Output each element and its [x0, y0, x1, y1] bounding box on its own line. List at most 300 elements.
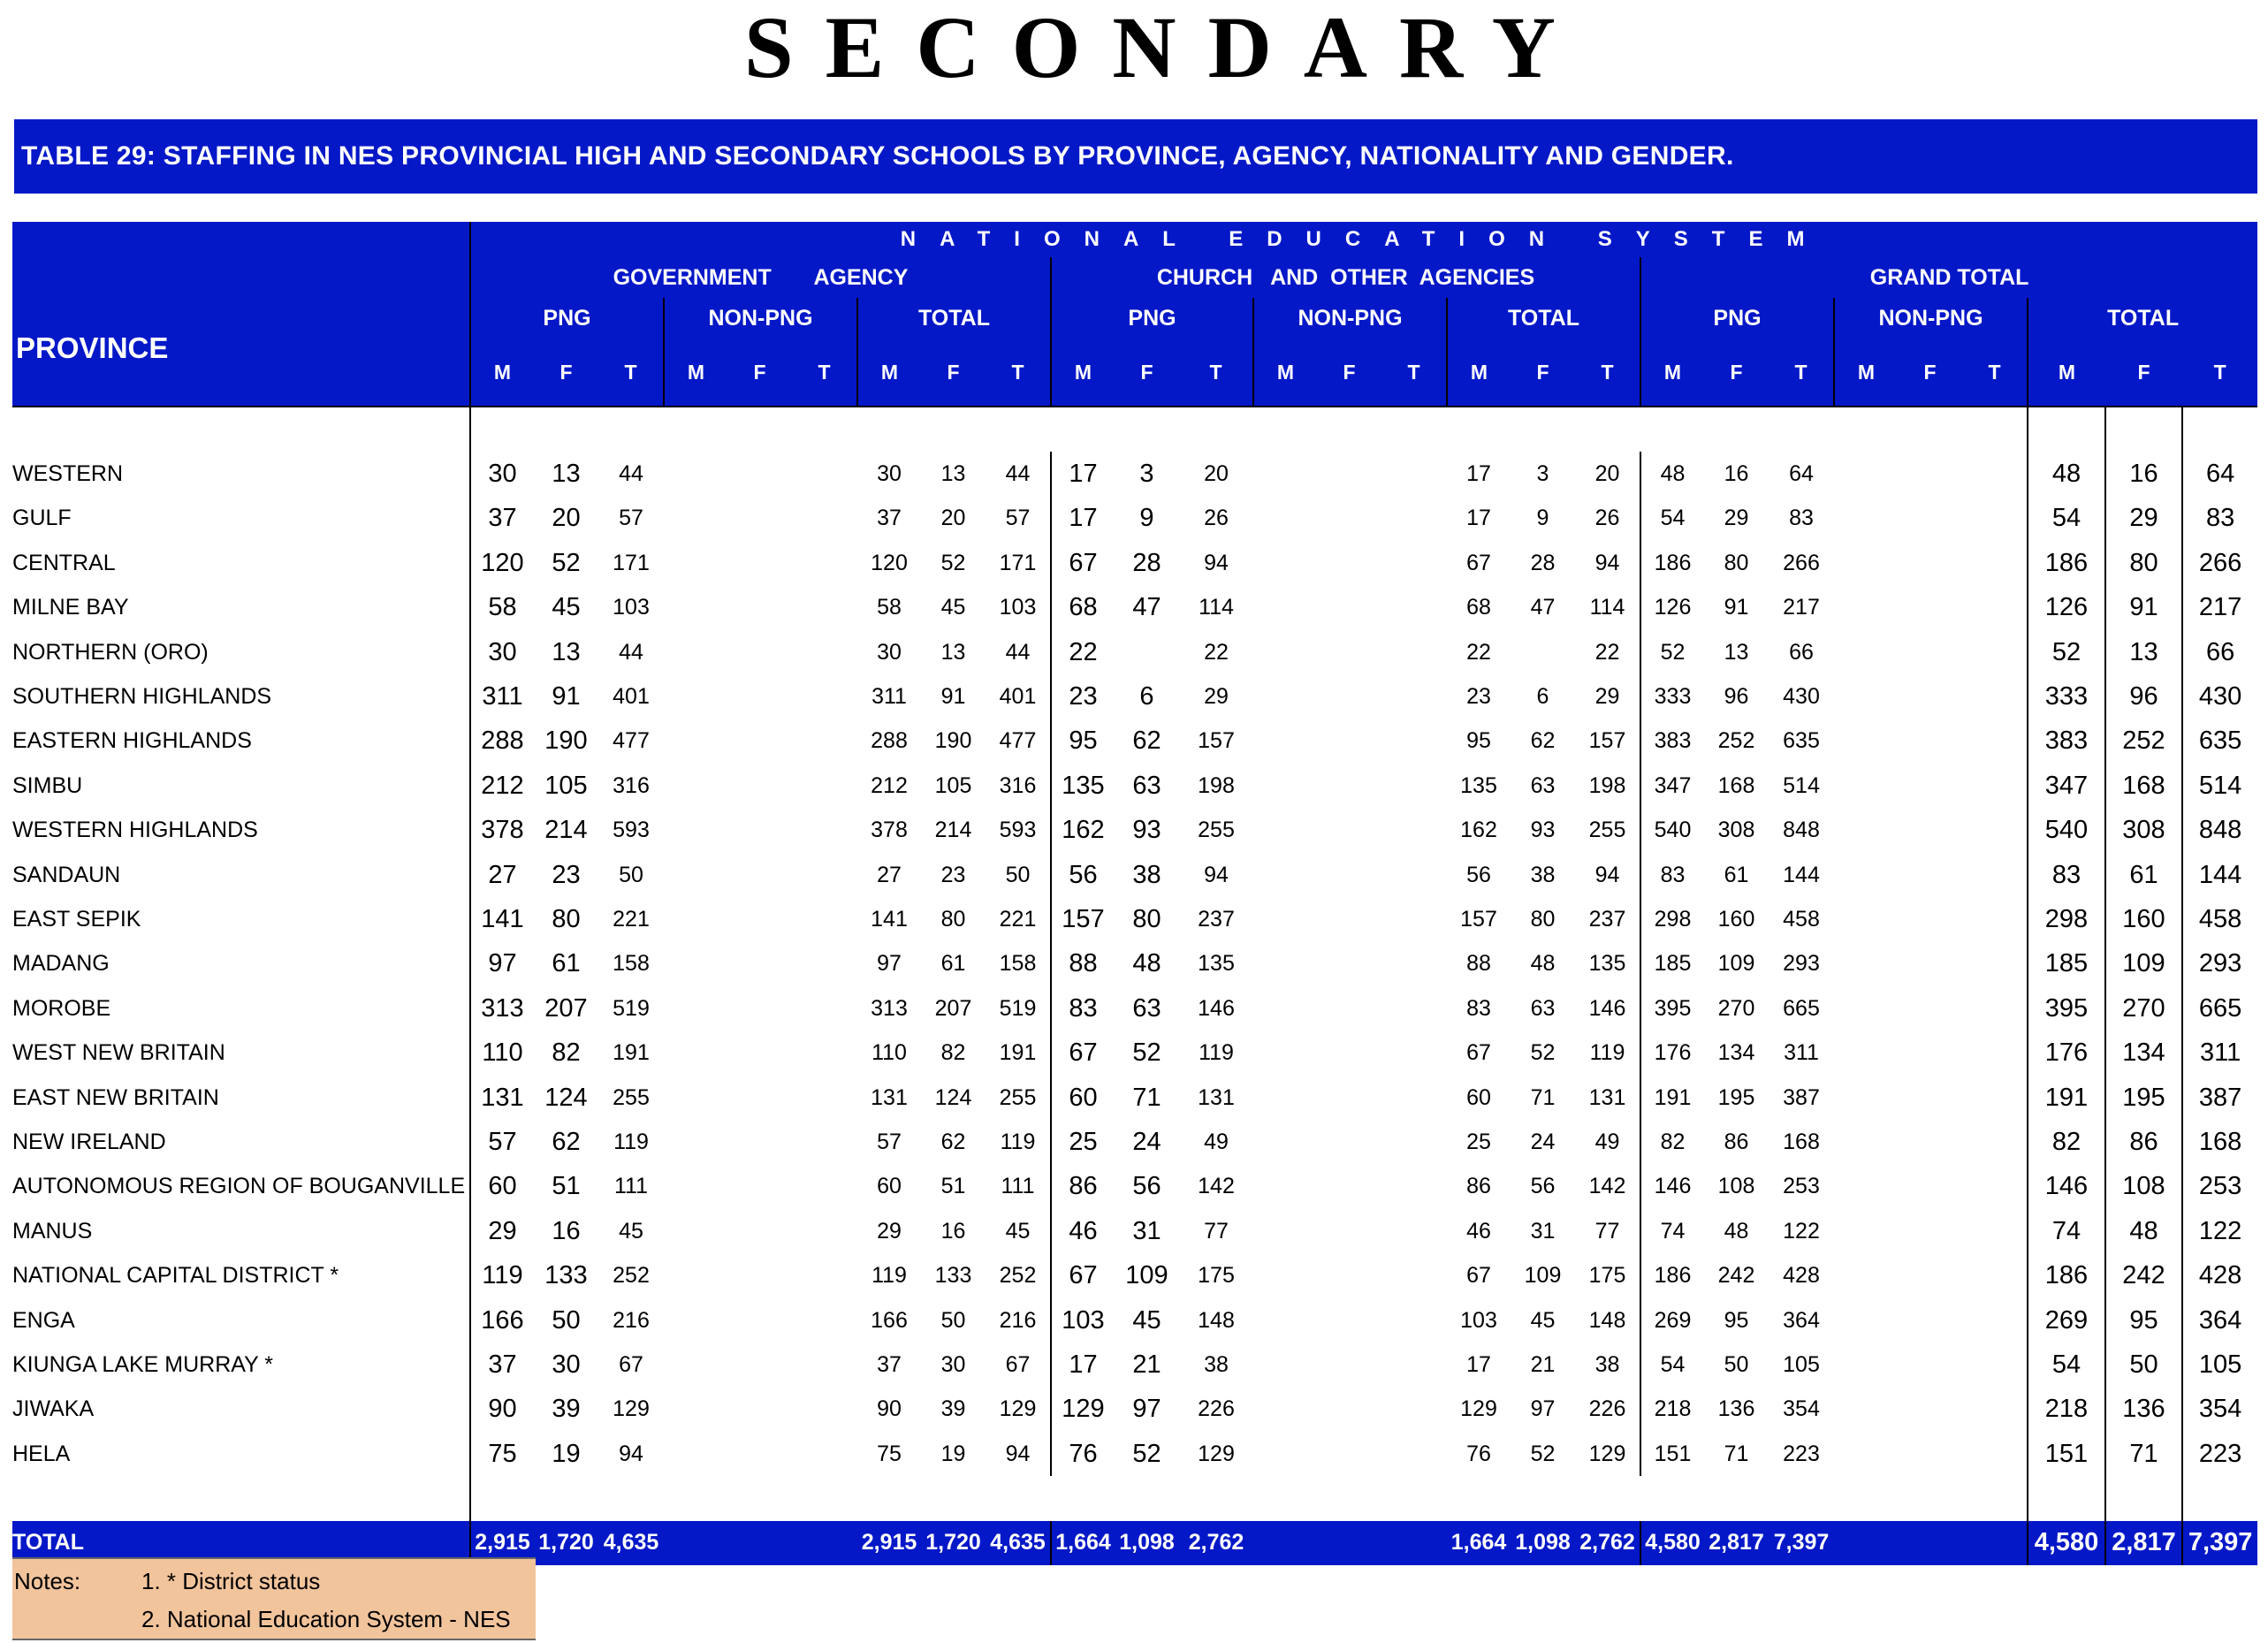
grand-png-cell: 311 [1784, 1040, 1819, 1066]
government-cell [727, 586, 792, 630]
church-cell: 1,664 [1051, 1521, 1115, 1565]
government-cell: 50 [619, 862, 643, 887]
government-cell: 1,720 [921, 1521, 986, 1565]
grand-png-cell: 151 [1640, 1432, 1704, 1476]
church-cell: 6 [1139, 682, 1154, 711]
government-cell [727, 897, 792, 941]
government-cell: 50 [1005, 862, 1031, 887]
church-cell: 67 [1466, 550, 1491, 575]
table-row [12, 1209, 2257, 1253]
grand-nonpng-cell [1834, 674, 1898, 719]
church-cell: 119 [1589, 1040, 1625, 1066]
grand-nonpng-cell [1962, 452, 2028, 496]
government-cell: 103 [999, 595, 1037, 620]
church-cell [1253, 497, 1317, 541]
grand-total-non-png-header: NON-PNG [1834, 298, 2028, 338]
table-row [12, 1432, 2257, 1476]
government-cell [727, 1076, 792, 1120]
grand-nonpng-cell [1962, 497, 2028, 541]
church-cell [1317, 1298, 1381, 1343]
grand-nonpng-cell [1962, 942, 2028, 986]
government-cell: 190 [934, 728, 972, 754]
government-cell: 477 [999, 728, 1037, 754]
church-cell: 86 [1466, 1174, 1491, 1199]
grand-png-cell: 54 [1640, 497, 1704, 541]
church-png-header: PNG [1051, 298, 1253, 338]
table-row [12, 719, 2257, 764]
t-column-header: T [986, 338, 1051, 407]
church-cell: 135 [1051, 764, 1115, 808]
grand-png-cell: 108 [1717, 1174, 1755, 1199]
grand-total-png-header: PNG [1640, 298, 1834, 338]
f-column-header: F [727, 338, 792, 407]
government-cell: 105 [544, 771, 588, 800]
government-cell [792, 897, 857, 941]
grand-nonpng-cell [1834, 1031, 1898, 1075]
government-cell: 111 [1001, 1174, 1035, 1199]
grand-png-cell: 333 [1640, 674, 1704, 719]
grand-total-cell: 91 [2105, 586, 2182, 630]
province-name: WESTERN [12, 461, 123, 487]
church-cell [1381, 1343, 1447, 1387]
church-cell [1381, 1521, 1447, 1565]
church-cell [1317, 1388, 1381, 1432]
grand-total-cell: 395 [2028, 986, 2105, 1031]
church-cell [1317, 1120, 1381, 1164]
grand-total-cell: 151 [2028, 1432, 2105, 1476]
church-cell: 47 [1132, 593, 1161, 622]
government-total-header: TOTAL [857, 298, 1051, 338]
church-cell [1253, 1521, 1317, 1565]
grand-total-cell: 458 [2182, 897, 2257, 941]
grand-png-cell: 83 [1640, 853, 1704, 897]
grand-nonpng-cell [1962, 1521, 2028, 1565]
grand-total-cell: 428 [2182, 1253, 2257, 1297]
government-cell [727, 719, 792, 764]
church-cell: 23 [1051, 674, 1115, 719]
grand-png-cell: 61 [1724, 862, 1749, 887]
government-cell [664, 1432, 727, 1476]
church-cell: 148 [1198, 1307, 1235, 1333]
church-cell [1317, 897, 1381, 941]
government-cell: 252 [613, 1263, 650, 1289]
government-cell: 124 [544, 1083, 588, 1112]
grand-total-cell: 2,817 [2105, 1521, 2182, 1565]
government-cell: 30 [877, 461, 902, 487]
government-cell: 58 [877, 595, 902, 620]
church-cell [1381, 1388, 1447, 1432]
government-cell: 45 [619, 1218, 643, 1244]
church-cell: 62 [1132, 726, 1161, 756]
government-cell: 94 [1005, 1441, 1031, 1466]
church-cell: 135 [1198, 951, 1235, 977]
grand-total-cell: 54 [2028, 1343, 2105, 1387]
government-cell: 401 [613, 684, 650, 710]
church-cell [1317, 853, 1381, 897]
church-cell [1381, 897, 1447, 941]
government-cell [664, 1209, 727, 1253]
church-cell [1253, 1343, 1317, 1387]
church-cell [1317, 1343, 1381, 1387]
government-cell [664, 809, 727, 853]
grand-total-cell: 105 [2182, 1343, 2257, 1387]
church-cell: 63 [1530, 772, 1556, 798]
church-cell [1381, 986, 1447, 1031]
government-cell: 45 [940, 595, 966, 620]
grand-total-cell: 108 [2105, 1165, 2182, 1209]
government-cell [727, 809, 792, 853]
church-cell: 24 [1530, 1129, 1556, 1154]
church-cell: 3 [1139, 460, 1154, 489]
church-cell: 28 [1530, 550, 1556, 575]
grand-png-cell: 347 [1640, 764, 1704, 808]
grand-total-cell: 66 [2182, 630, 2257, 674]
church-cell: 237 [1198, 906, 1235, 932]
grand-png-cell: 195 [1717, 1084, 1755, 1110]
church-cell [1253, 630, 1317, 674]
church-cell: 95 [1466, 728, 1491, 754]
grand-total-cell: 223 [2182, 1432, 2257, 1476]
grand-nonpng-cell [1898, 674, 1962, 719]
grand-nonpng-cell [1834, 586, 1898, 630]
government-cell: 50 [940, 1307, 966, 1333]
church-cell: 148 [1588, 1307, 1626, 1333]
church-cell [1253, 1209, 1317, 1253]
table-row [12, 452, 2257, 496]
church-cell [1317, 1165, 1381, 1209]
church-cell: 26 [1594, 506, 1620, 531]
government-cell: 119 [613, 1129, 649, 1154]
church-cell: 109 [1524, 1263, 1562, 1289]
church-cell [1381, 1298, 1447, 1343]
government-cell: 44 [1005, 639, 1031, 665]
church-cell: 56 [1051, 853, 1115, 897]
government-cell: 75 [470, 1432, 534, 1476]
government-cell [727, 853, 792, 897]
government-cell: 133 [934, 1263, 972, 1289]
church-cell [1381, 630, 1447, 674]
church-cell [1253, 764, 1317, 808]
grand-total-cell: 253 [2182, 1165, 2257, 1209]
government-cell [664, 853, 727, 897]
church-cell: 103 [1460, 1307, 1497, 1333]
province-name: EAST NEW BRITAIN [12, 1084, 219, 1110]
page-title: SECONDARY [744, 0, 1587, 96]
province-name: MILNE BAY [12, 595, 129, 620]
government-cell [664, 1343, 727, 1387]
government-cell: 90 [470, 1388, 534, 1432]
government-cell: 82 [552, 1038, 581, 1068]
government-cell [727, 452, 792, 496]
f-column-header: F [921, 338, 986, 407]
t-column-header: T [1962, 338, 2028, 407]
church-cell: 1,098 [1115, 1521, 1179, 1565]
grand-png-cell: 185 [1640, 942, 1704, 986]
grand-nonpng-cell [1898, 1031, 1962, 1075]
government-cell: 129 [613, 1396, 650, 1422]
church-cell: 237 [1588, 906, 1626, 932]
church-cell: 38 [1132, 860, 1161, 889]
government-cell: 593 [999, 818, 1037, 843]
government-cell: 91 [940, 684, 966, 710]
table-row [12, 1031, 2257, 1075]
government-cell: 378 [871, 818, 908, 843]
grand-nonpng-cell [1898, 1076, 1962, 1120]
church-cell: 46 [1051, 1209, 1115, 1253]
government-cell: 119 [470, 1253, 534, 1297]
government-cell [664, 1253, 727, 1297]
m-column-header: M [470, 338, 534, 407]
church-cell: 22 [1204, 639, 1229, 665]
government-cell [727, 541, 792, 585]
grand-nonpng-cell [1962, 1432, 2028, 1476]
grand-png-cell: 82 [1640, 1120, 1704, 1164]
grand-png-cell: 354 [1783, 1396, 1820, 1422]
government-cell [727, 674, 792, 719]
government-cell [792, 630, 857, 674]
t-column-header: T [2182, 338, 2257, 407]
province-name: AUTONOMOUS REGION OF BOUGANVILLE [12, 1174, 466, 1199]
grand-total-cell: 7,397 [2182, 1521, 2257, 1565]
church-cell [1253, 1076, 1317, 1120]
government-cell: 60 [470, 1165, 534, 1209]
government-cell: 16 [940, 1218, 966, 1244]
church-cell [1317, 497, 1381, 541]
church-cell [1253, 853, 1317, 897]
f-column-header: F [1317, 338, 1381, 407]
grand-nonpng-cell [1898, 942, 1962, 986]
government-cell: 44 [619, 461, 643, 487]
grand-png-cell: 514 [1783, 772, 1820, 798]
grand-png-cell: 144 [1783, 862, 1820, 887]
f-column-header: F [1898, 338, 1962, 407]
church-cell [1317, 630, 1381, 674]
church-cell: 93 [1530, 818, 1556, 843]
grand-nonpng-cell [1834, 1343, 1898, 1387]
grand-nonpng-cell [1962, 1253, 2028, 1297]
government-cell [792, 764, 857, 808]
church-cell: 88 [1051, 942, 1115, 986]
government-cell [792, 674, 857, 719]
church-cell [1317, 586, 1381, 630]
government-cell: 129 [999, 1396, 1037, 1422]
government-cell: 30 [877, 639, 902, 665]
grand-png-cell: 293 [1783, 951, 1820, 977]
government-cell: 212 [470, 764, 534, 808]
government-cell: 91 [552, 682, 581, 711]
grand-total-cell: 176 [2028, 1031, 2105, 1075]
church-cell: 80 [1132, 904, 1161, 933]
province-name: ENGA [12, 1307, 75, 1333]
government-cell: 82 [940, 1040, 966, 1066]
grand-png-cell: 126 [1640, 586, 1704, 630]
grand-total-cell: 4,580 [2028, 1521, 2105, 1565]
grand-nonpng-cell [1898, 1165, 1962, 1209]
church-cell: 94 [1594, 862, 1620, 887]
grand-total-cell: 82 [2028, 1120, 2105, 1164]
church-cell: 226 [1198, 1396, 1235, 1422]
government-cell: 171 [613, 550, 650, 575]
grand-png-cell: 4,580 [1640, 1521, 1704, 1565]
grand-total-cell: 266 [2182, 541, 2257, 585]
grand-png-cell: 270 [1717, 995, 1755, 1021]
government-cell [664, 942, 727, 986]
government-cell: 120 [871, 550, 908, 575]
church-cell: 146 [1198, 995, 1235, 1021]
grand-nonpng-cell [1898, 897, 1962, 941]
grand-png-cell: 242 [1717, 1263, 1755, 1289]
grand-png-cell: 96 [1724, 684, 1749, 710]
church-cell: 63 [1530, 995, 1556, 1021]
government-cell: 29 [877, 1218, 902, 1244]
grand-nonpng-cell [1898, 1253, 1962, 1297]
grand-nonpng-cell [1834, 1432, 1898, 1476]
government-cell: 19 [940, 1441, 966, 1466]
government-cell: 19 [552, 1439, 581, 1468]
church-cell: 28 [1132, 548, 1161, 577]
church-cell: 60 [1466, 1084, 1491, 1110]
government-cell [792, 719, 857, 764]
table-row [12, 630, 2257, 674]
church-cell: 77 [1204, 1218, 1229, 1244]
government-cell [727, 1209, 792, 1253]
government-cell [664, 630, 727, 674]
government-cell: 166 [470, 1298, 534, 1343]
government-cell [727, 630, 792, 674]
government-cell: 50 [552, 1305, 581, 1335]
church-cell [1381, 1165, 1447, 1209]
government-cell: 124 [934, 1084, 972, 1110]
church-cell: 6 [1536, 684, 1549, 710]
government-cell [664, 1521, 727, 1565]
table-row [12, 497, 2257, 541]
government-cell: 191 [613, 1040, 650, 1066]
church-cell [1381, 1432, 1447, 1476]
government-cell: 313 [470, 986, 534, 1031]
government-cell: 57 [470, 1120, 534, 1164]
church-cell: 25 [1051, 1120, 1115, 1164]
table-row [12, 853, 2257, 897]
grand-nonpng-cell [1962, 809, 2028, 853]
government-cell: 477 [613, 728, 650, 754]
church-cell [1317, 942, 1381, 986]
government-cell [792, 541, 857, 585]
grand-png-cell: 665 [1783, 995, 1820, 1021]
government-cell [664, 1120, 727, 1164]
grand-total-cell: 270 [2105, 986, 2182, 1031]
province-name: EASTERN HIGHLANDS [12, 728, 252, 754]
church-cell [1381, 853, 1447, 897]
grand-total-total-header: TOTAL [2028, 298, 2257, 338]
government-cell: 158 [613, 951, 650, 977]
table-row [12, 541, 2257, 585]
government-cell: 207 [934, 995, 972, 1021]
grand-png-cell: 266 [1783, 550, 1820, 575]
church-cell: 2,762 [1575, 1521, 1640, 1565]
church-cell [1253, 452, 1317, 496]
government-cell [792, 1253, 857, 1297]
government-cell: 313 [871, 995, 908, 1021]
government-cell: 80 [552, 904, 581, 933]
grand-total-cell: 848 [2182, 809, 2257, 853]
church-cell: 162 [1051, 809, 1115, 853]
grand-nonpng-cell [1834, 630, 1898, 674]
grand-total-cell: 293 [2182, 942, 2257, 986]
province-name: SANDAUN [12, 862, 121, 887]
m-column-header: M [1253, 338, 1317, 407]
government-cell [792, 809, 857, 853]
government-cell: 61 [552, 949, 581, 978]
government-cell [727, 497, 792, 541]
government-cell: 90 [877, 1396, 902, 1422]
grand-png-cell: 2,817 [1704, 1521, 1769, 1565]
table-header [12, 222, 2257, 407]
grand-total-cell: 333 [2028, 674, 2105, 719]
government-cell: 80 [940, 906, 966, 932]
church-cell [1317, 1253, 1381, 1297]
grand-nonpng-cell [1962, 853, 2028, 897]
church-cell: 94 [1204, 550, 1229, 575]
church-cell: 45 [1132, 1305, 1161, 1335]
church-cell [1511, 630, 1575, 674]
grand-total-cell: 146 [2028, 1165, 2105, 1209]
grand-nonpng-cell [1962, 719, 2028, 764]
f-column-header: F [1704, 338, 1769, 407]
t-column-header: T [1769, 338, 1834, 407]
church-cell: 95 [1051, 719, 1115, 764]
church-cell [1115, 630, 1179, 674]
government-agency-header: GOVERNMENT AGENCY [470, 257, 1051, 298]
grand-png-cell: 83 [1789, 506, 1814, 531]
grand-png-cell: 186 [1640, 541, 1704, 585]
province-name: MADANG [12, 951, 110, 977]
grand-total-cell: 61 [2105, 853, 2182, 897]
government-cell [664, 986, 727, 1031]
grand-total-cell: 168 [2105, 764, 2182, 808]
church-cell: 175 [1198, 1263, 1235, 1289]
government-cell: 166 [871, 1307, 908, 1333]
church-cell: 25 [1466, 1129, 1491, 1154]
grand-nonpng-cell [1962, 1031, 2028, 1075]
grand-total-header: GRAND TOTAL [1640, 257, 2257, 298]
church-cell: 162 [1460, 818, 1497, 843]
t-column-header: T [1179, 338, 1253, 407]
grand-total-cell: 195 [2105, 1076, 2182, 1120]
grand-nonpng-cell [1898, 586, 1962, 630]
government-cell: 57 [877, 1129, 902, 1154]
grand-total-cell: 185 [2028, 942, 2105, 986]
grand-png-cell: 48 [1724, 1218, 1749, 1244]
government-cell: 45 [552, 593, 581, 622]
grand-png-cell: 848 [1783, 818, 1820, 843]
government-cell [664, 452, 727, 496]
church-cell [1317, 674, 1381, 719]
church-cell [1381, 1076, 1447, 1120]
grand-nonpng-cell [1834, 897, 1898, 941]
grand-nonpng-cell [1834, 764, 1898, 808]
church-cell [1317, 986, 1381, 1031]
church-cell [1317, 452, 1381, 496]
grand-nonpng-cell [1834, 452, 1898, 496]
grand-png-cell: 122 [1783, 1218, 1820, 1244]
church-cell: 38 [1530, 862, 1556, 887]
church-cell: 29 [1204, 684, 1229, 710]
province-column-header: PROVINCE [12, 222, 470, 407]
government-cell: 119 [1000, 1129, 1036, 1154]
church-cell [1317, 541, 1381, 585]
government-cell [727, 1120, 792, 1164]
grand-png-cell: 50 [1724, 1351, 1749, 1377]
